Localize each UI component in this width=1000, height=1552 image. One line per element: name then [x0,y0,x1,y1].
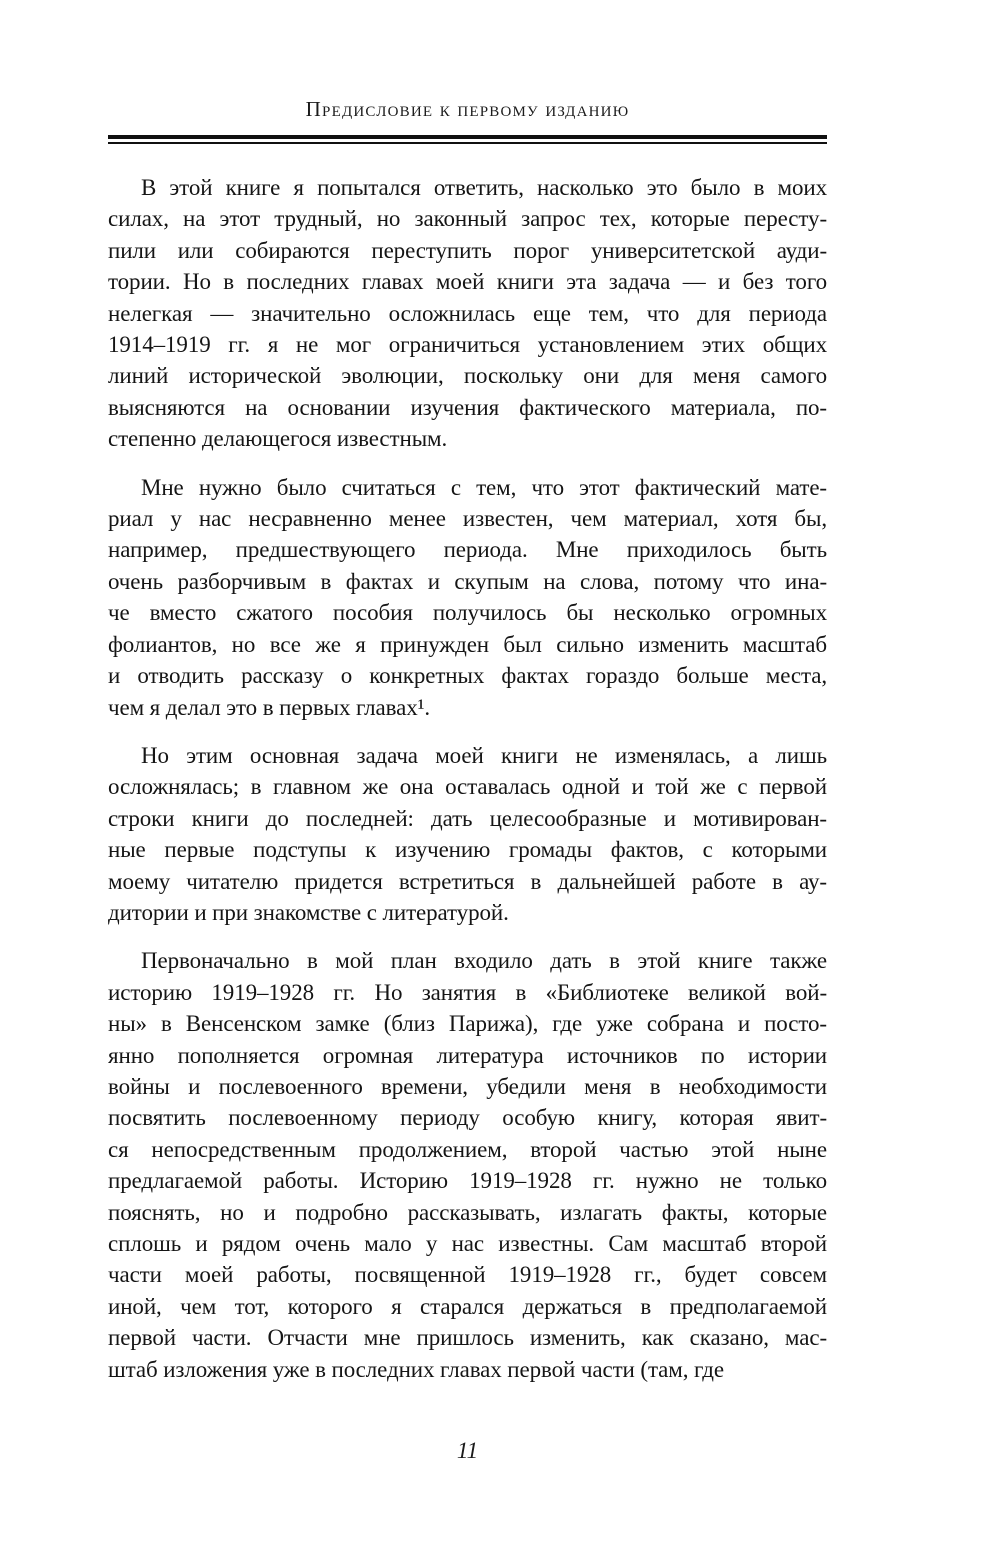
text-line: нелегкая — значительно осложнилась еще тем, что для периода [108,300,827,326]
text-line: дитории и при знакомстве с литературой. [108,899,509,925]
text-line: че вместо сжатого пособия получилось бы несколько огромных [108,600,827,626]
text-line: силах, на этот трудный, но законный запрос тех, которые пересту- [108,206,827,232]
text-line: линий исторической эволюции, поскольку они для меня самого [108,363,827,389]
text-line: риал у нас несравненно менее известен, чем материал, хотя бы, [108,506,827,532]
text-line: ны» в Венсенском замке (близ Парижа), где уже собрана и посто- [108,1011,827,1037]
text-line: осложнялась; в главном же она оставалась одной и той же с первой [108,774,827,800]
text-line: пояснять, но и подробно рассказывать, излагать факты, которые [108,1199,827,1225]
paragraph [108,945,827,1385]
paragraph [108,472,827,723]
page-number: 11 [456,1438,479,1464]
text-line: выясняются на основании изучения фактического материала, по- [108,394,827,420]
text-line: Первоначально в мой план входило дать в этой книге также [141,948,827,974]
text-line: сплошь и рядом очень мало у нас известны. Сам масштаб второй [108,1231,827,1256]
text-line: чем я делал это в первых главах¹. [108,694,431,720]
text-line: посвятить послевоенному периоду особую книгу, которая явит- [108,1105,827,1131]
chapter-heading: Предисловие к первому изданию [305,97,630,121]
text-line: степенно делающегося известным. [108,426,448,452]
text-line: В этой книге я попытался ответить, насколько это было в моих [141,175,827,200]
double-rule-divider [108,135,827,144]
text-line: историю 1919–1928 гг. Но занятия в «Библиотеке великой вой- [108,979,827,1005]
paragraph [108,172,827,455]
paragraph [108,740,827,928]
text-line: войны и послевоенного времени, убедили меня в необходимости [108,1073,827,1099]
text-block [108,0,827,1465]
text-line: тории. Но в последних главах моей книги эта задача — и без того [108,269,827,295]
text-line: части моей работы, посвященной 1919–1928 гг., будет совсем [108,1262,827,1288]
text-line: Но этим основная задача моей книги не изменялась, а лишь [141,742,827,768]
text-line: ся непосредственным продолжением, второй частью этой ныне [108,1136,827,1162]
text-line: и отводить рассказу о конкретных фактах гораздо больше места, [108,663,827,689]
text-line: очень разборчивым в фактах и скупым на слова, потому что ина- [108,568,827,594]
body-text [108,172,827,1385]
text-line: янно пополняется огромная литература источников по истории [108,1042,827,1068]
text-line: штаб изложения уже в последних главах первой части (там, где [108,1356,724,1382]
text-line: Мне нужно было считаться с тем, что этот фактический мате- [141,474,827,500]
text-line: 1914–1919 гг. я не мог ограничиться установлением этих общих [108,332,827,358]
text-line: моему читателю придется встретиться в дальнейшей работе в ау- [108,868,827,894]
text-line: пили или собираются переступить порог университетской ауди- [108,237,827,263]
text-line: ные первые подступы к изучению громады фактов, с которыми [108,837,827,863]
text-line: иной, чем тот, которого я старался держаться в предполагаемой [108,1293,827,1319]
text-line: строки книги до последней: дать целесообразные и мотивирован- [108,805,827,831]
text-line: фолиантов, но все же я принужден был сильно изменить масштаб [108,631,827,657]
text-line: например, предшествующего периода. Мне приходилось быть [108,537,827,563]
text-line: предлагаемой работы. Историю 1919–1928 гг. нужно не только [108,1168,827,1194]
text-line: первой части. Отчасти мне пришлось изменить, как сказано, мас- [108,1325,827,1351]
